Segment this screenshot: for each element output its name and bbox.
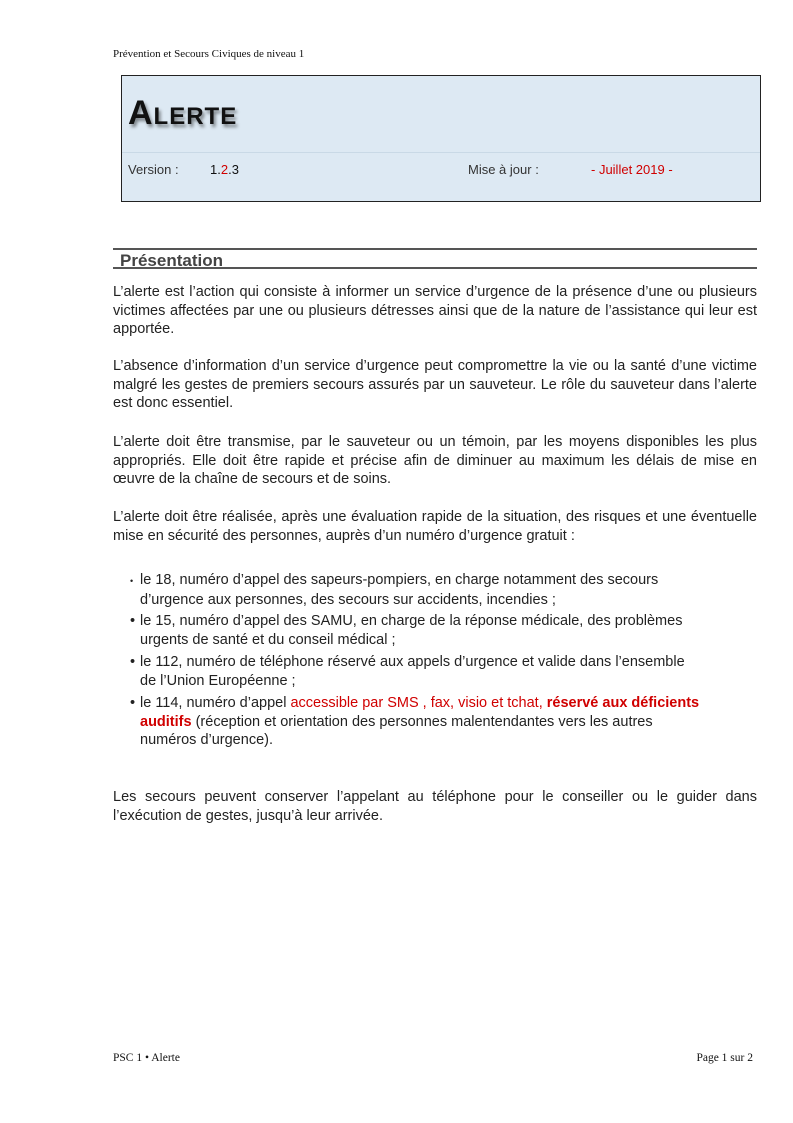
paragraph-2: L’absence d’information d’un service d’urgence peut compromettre la vie ou la santé d’une victime malgré les gestes de premiers secours assurés par un sauveteur. Le rôle du sauveteur dans l’alerte est donc essentiel. (113, 358, 757, 412)
list-item-text-red: accessible par SMS , fax, visio et tchat (290, 695, 539, 711)
list-item-112 (130, 653, 757, 690)
list-item-text-bold-red: auditifs (140, 713, 192, 730)
list-item-text: de l’Union Européenne ; (140, 672, 296, 689)
bullet: • (130, 613, 136, 629)
bullet: • (130, 576, 134, 586)
list-item-text: urgents de santé et du conseil médical ; (140, 631, 396, 648)
version-minor: 2 (220, 162, 229, 177)
list-item-text: d’urgence aux personnes, des secours sur accidents, incendies ; (140, 591, 556, 608)
list-item-text-red: , (538, 695, 547, 711)
list-item-text-bold-red: réservé aux déficients (546, 695, 700, 711)
bullet: • (130, 695, 136, 711)
list-item-text: le 114, numéro d’appel (140, 695, 291, 711)
page-number: Page 1 sur 2 (696, 1052, 753, 1064)
paragraph-3: L’alerte doit être transmise, par le sauveteur ou un témoin, par les moyens disponibles les plus appropriés. Elle doit être rapide et précise afin de diminuer au maximum les délais de mise en œuvre de la chaîne de secours et de soins. (113, 434, 757, 488)
closing-paragraph: Les secours peuvent conserver l’appelant au téléphone pour le conseiller ou le guider dans l’exécution de gestes, jusqu’à leur arrivée. (113, 789, 757, 824)
update-label: Mise à jour : (468, 162, 539, 177)
list-item-text: le 18, numéro d’appel des sapeurs-pompiers, en charge notamment des secours (140, 572, 659, 588)
paragraph-1: L’alerte est l’action qui consiste à informer un service d’urgence de la présence d’une ou plusieurs victimes affectées par une ou plusieurs détresses ainsi que de la nature de l’assistance qui leur est apportée. (113, 284, 757, 338)
list-item-text: le 15, numéro d’appel des SAMU, en charge de la réponse médicale, des problèmes (140, 613, 683, 629)
list-item-text: (réception et orientation des personnes malentendantes vers les autres (191, 713, 653, 730)
section-header (113, 248, 757, 269)
footer-left: PSC 1 • Alerte (113, 1052, 180, 1064)
title-separator (122, 152, 760, 153)
title-box (121, 75, 761, 202)
list-item-text: le 112, numéro de téléphone réservé aux appels d’urgence et valide dans l’ensemble (140, 654, 685, 670)
section-title: Présentation (120, 251, 223, 270)
update-value: - Juillet 2019 - (591, 162, 673, 177)
document-title: Alerte (128, 94, 238, 132)
list-item-15 (130, 612, 757, 649)
paragraph-4: L’alerte doit être réalisée, après une évaluation rapide de la situation, des risques et une éventuelle mise en sécurité des personnes, auprès d’un numéro d’urgence gratuit : (113, 509, 757, 544)
list-item-114 (130, 694, 757, 750)
version-label: Version : (128, 162, 179, 177)
page-header: Prévention et Secours Civiques de niveau 1 (113, 48, 305, 60)
version-major: 1. (210, 162, 221, 177)
list-item-18 (130, 571, 757, 609)
version-patch: .3 (228, 162, 239, 177)
bullet: • (130, 654, 136, 670)
list-item-text: numéros d’urgence). (140, 732, 273, 749)
version-value (210, 162, 239, 177)
